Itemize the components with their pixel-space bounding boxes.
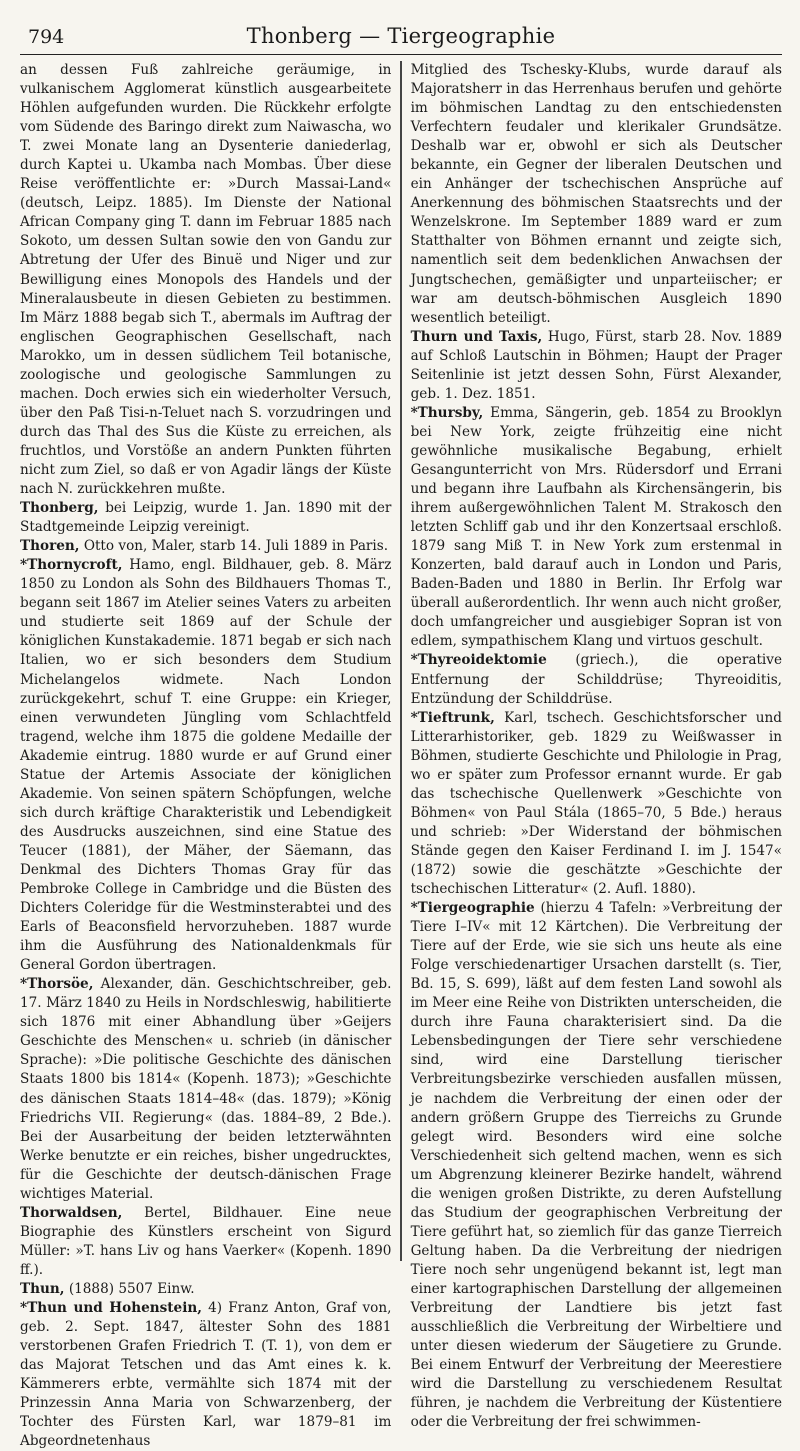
column-rule xyxy=(400,61,401,1261)
continued-paragraph: Mitglied des Tschesky-Klubs, wurde darauf als Majoratsherr in das Herrenhaus berufen und gehörte im böhmischen Landtag zu den entschiedensten Verfechtern feudaler und klerikaler Grundsätze. Deshalb war er, obwohl er sich als Deutscher bekannte, ein Gegner der liberalen Deutschen und ein Anhänger der tschechischen Ansprüche auf Anerkennung des böhmischen Staatsrechts und der Wenzelskrone. Im September 1889 ward er zum Statthalter von Böhmen ernannt und zeigte sich, namentlich seit dem bedenklichen Anwachsen der Jungtschechen, gemäßigter und unparteiischer; er war am deutsch-böhmischen Ausgleich 1890 wesentlich beteiligt. xyxy=(410,62,782,326)
entry-headword: *Thursby, xyxy=(410,404,484,421)
entry-body: bei Leipzig, wurde 1. Jan. 1890 mit der Stadtgemeinde Leipzig vereinigt. xyxy=(20,500,392,536)
dictionary-entry xyxy=(20,556,391,975)
entry-headword: *Thun und Hohenstein, xyxy=(20,1300,202,1317)
entry-headword: Thorwaldsen, xyxy=(20,1204,123,1221)
dictionary-entry xyxy=(411,899,782,1432)
entry-headword: *Thyreoidektomie xyxy=(410,652,547,669)
entry-body: Bertel, Bildhauer. Eine neue Biographie des Künstlers erscheint von Sigurd Müller: »T. hans Liv og hans Vaerker« (Kopenh. 1890 ff.). xyxy=(20,1204,392,1278)
right-column xyxy=(410,61,782,1431)
entry-body: Otto von, Maler, starb 14. Juli 1889 in Paris. xyxy=(79,538,389,555)
text-columns xyxy=(20,61,782,1450)
continued-paragraph: an dessen Fuß zahlreiche geräumige, in vulkanischem Agglomerat künstlich ausgearbeitete Höhlen aufgefunden wurden. Die Rückkehr erfolgte vom Südende des Baringo direkt zum Naiwascha, wo T. zwei Monate lang an Dysenterie daniederlag, durch Kaptei u. Ukamba nach Mombas. Über diese Reise veröffentlichte er: »Durch Massai-Land« (deutsch, Leipz. 1885). Im Dienste der National African Company ging T. dann im Februar 1885 nach Sokoto, um dessen Sultan sowie den von Gandu zur Abtretung der Ufer des Binuë und Niger und zur Bewilligung eines Monopols des Handels und der Mineralausbeute in diesen Gebieten zu bestimmen. Im März 1888 begab sich T., abermals im Auftrag der englischen Geographischen Gesellschaft, nach Marokko, um in dessen südlichem Teil botanische, zoologische und geologische Sammlungen zu machen. Doch erwies sich ein wiederholter Versuch, über den Paß Tisi-n-Teluet nach S. vorzudringen und durch das Thal des Sus die Küste zu erreichen, als fruchtlos, und Vorstöße an andern Punkten führten nicht zum Ziel, so daß er von Agadir längs der Küste nach N. zurückkehren mußte. xyxy=(20,62,392,498)
entry-headword: Thoren, xyxy=(20,538,80,555)
entry-body: (hierzu 4 Tafeln: »Verbreitung der Tiere I–IV« mit 12 Kärtchen). Die Verbreitung der Tiere auf der Erde, wie sie sich uns heute als eine Folge verschiedenartiger Ursachen darstellt (s. Tier, Bd. 15, S. 699), läßt auf dem festen Land sowohl als im Meer eine Reihe von Distrikten unterscheiden, die durch ihre Fauna charakterisiert sind. Da die Lebensbedingungen der Tiere sehr verschiedene sind, wird eine Darstellung tierischer Verbreitungsbezirke verschieden ausfallen müssen, je nachdem die Verbreitung der einen oder der andern größern Gruppe des Tierreichs zu Grunde gelegt wird. Besonders wird eine solche Verschiedenheit sich geltend machen, wenn es sich um Abgrenzung kleinerer Bezirke handelt, während die wenigen großen Distrikte, zu deren Aufstellung das Studium der geographischen Verbreitung der Tiere geführt hat, so ziemlich für das ganze Tierreich Geltung haben. Da die Verbreitung der niedrigen Tiere noch sehr ungenügend bekannt ist, legt man einer kartographischen Darstellung der allgemeinen Verbreitung der Landtiere bis jetzt fast ausschließlich die Verbreitung der Wirbeltiere und unter diesen wiederum der Säugetiere zu Grunde. Bei einem Entwurf der Verbreitung der Meerestiere wird die Darstellung zu verschiedenem Resultat führen, je nachdem die Verbreitung der Küstentiere oder die Verbreitung der frei schwimmen- xyxy=(410,900,782,1431)
entry-body: (1888) 5507 Einw. xyxy=(64,1281,195,1297)
entry-body: Emma, Sängerin, geb. 1854 zu Brooklyn bei New York, zeigte frühzeitig eine nicht gewöhnliche musikalische Begabung, erhielt Gesangunterricht von Mrs. Rüdersdorf und Errani und begann ihre Laufbahn als Kirchensängerin, bis ihrem außergewöhnlichen Talent M. Strakosch den letzten Schliff gab und ihr den Konzertsaal erschloß. 1879 sang Miß T. in New York zum erstenmal in Konzerten, bald darauf auch in London und Paris, Baden-Baden und 1880 in Berlin. Ihr Erfolg war überall außerordentlich. Ihr wenn auch nicht großer, doch umfangreicher und ausgiebiger Sopran ist von edlem, sympathischem Klang und virtuos geschult. xyxy=(410,404,782,650)
entry-headword: Thonberg, xyxy=(20,500,99,517)
entry-body: Alexander, dän. Geschichtschreiber, geb. 17. März 1840 zu Heils in Nordschleswig, habilitierte sich 1876 mit einer Abhandlung über »Geijers Geschichte des Menschen« u. schrieb (in dänischer Sprache): »Die politische Geschichte des dänischen Staats 1800 bis 1814« (Kopenh. 1873); »Geschichte des dänischen Staats 1814–48« (das. 1879); »König Friedrichs VII. Regierung« (das. 1884–89, 2 Bde.). Bei der Ausarbeitung der beiden letzterwähnten Werke benutzte er ein reiches, bisher ungedrucktes, für die Geschichte der deutsch-dänischen Frage wichtiges Material. xyxy=(20,976,392,1202)
dictionary-entry xyxy=(20,1204,391,1280)
dictionary-entry xyxy=(411,709,782,899)
dictionary-entry xyxy=(20,537,391,556)
entry-headword: *Thorsöe, xyxy=(20,976,94,993)
entry-body: Hamo, engl. Bildhauer, geb. 8. März 1850 zu London als Sohn des Bildhauers Thomas T., begann seit 1867 im Atelier seines Vaters zu arbeiten und studierte seit 1869 auf der Schule der königlichen Kunstakademie. 1871 begab er sich nach Italien, wo er sich besonders dem Studium Michelangelos widmete. Nach London zurückgekehrt, schuf T. eine Gruppe: ein Krieger, einen verwundeten Jüngling vom Schlachtfeld tragend, welche ihm 1875 die goldene Medaille der Akademie eintrug. 1880 wurde er auf Grund einer Statue der Artemis Associate der königlichen Akademie. Von seinen spätern Schöpfungen, welche sich durch kräftige Charakteristik und Lebendigkeit des Ausdrucks auszeichnen, sind eine Statue des Teucer (1881), der Mäher, der Säemann, das Denkmal des Dichters Thomas Gray für das Pembroke College in Cambridge und die Büsten des Dichters Coleridge für die Westminsterabtei und des Earls of Beaconsfield hervorzuheben. 1887 wurde ihm die Ausführung des Nationaldenkmals für General Gordon übertragen. xyxy=(20,557,392,974)
dictionary-entry xyxy=(411,404,782,652)
entry-headword: Thun, xyxy=(20,1281,65,1297)
entry-headword: Thurn und Taxis, xyxy=(410,328,543,345)
running-title: Thonberg — Tiergeographie xyxy=(246,24,556,48)
page-header xyxy=(20,14,782,55)
entry-body: 4) Franz Anton, Graf von, geb. 2. Sept. 1847, ältester Sohn des 1881 verstorbenen Grafen Friedrich T. (T. 1), von dem er das Majorat Tetschen und das Amt eines k. k. Kämmerers erbte, vermählte sich 1874 mit der Prinzessin Anna Maria von Schwarzenberg, der Tochter des Fürsten Karl, war 1879–81 im Abgeordnetenhaus xyxy=(20,1300,392,1450)
dictionary-entry xyxy=(20,975,391,1204)
entry-body: (griech.), die operative Entfernung der Schilddrüse; Thyreoiditis, Entzündung der Schilddrüse. xyxy=(410,652,782,707)
dictionary-entry xyxy=(411,328,782,404)
dictionary-entry xyxy=(20,1299,391,1451)
page-number: 794 xyxy=(28,26,65,48)
left-column xyxy=(20,61,392,1450)
entry-headword: *Thornycroft, xyxy=(20,557,123,574)
dictionary-entry xyxy=(20,499,391,537)
entry-headword: *Tieftrunk, xyxy=(410,709,495,726)
dictionary-entry xyxy=(20,1280,391,1299)
entry-headword: *Tiergeographie xyxy=(410,900,535,917)
entry-body: Hugo, Fürst, starb 28. Nov. 1889 auf Schloß Lautschin in Böhmen; Haupt der Prager Seitenlinie ist jetzt dessen Sohn, Fürst Alexander, geb. 1. Dez. 1851. xyxy=(410,328,782,402)
entry-body: Karl, tschech. Geschichtsforscher und Litterarhistoriker, geb. 1829 zu Weißwasser in Böhmen, studierte Geschichte und Philologie in Prag, wo er später zum Professor ernannt wurde. Er gab das tschechische Quellenwerk »Geschichte von Böhmen« von Paul Stála (1865–70, 5 Bde.) heraus und schrieb: »Der Widerstand der böhmischen Stände gegen den Kaiser Ferdinand I. im J. 1547« (1872) sowie die geschätzte »Geschichte der tschechischen Litteratur« (2. Aufl. 1880). xyxy=(410,709,782,898)
dictionary-entry xyxy=(411,651,782,708)
